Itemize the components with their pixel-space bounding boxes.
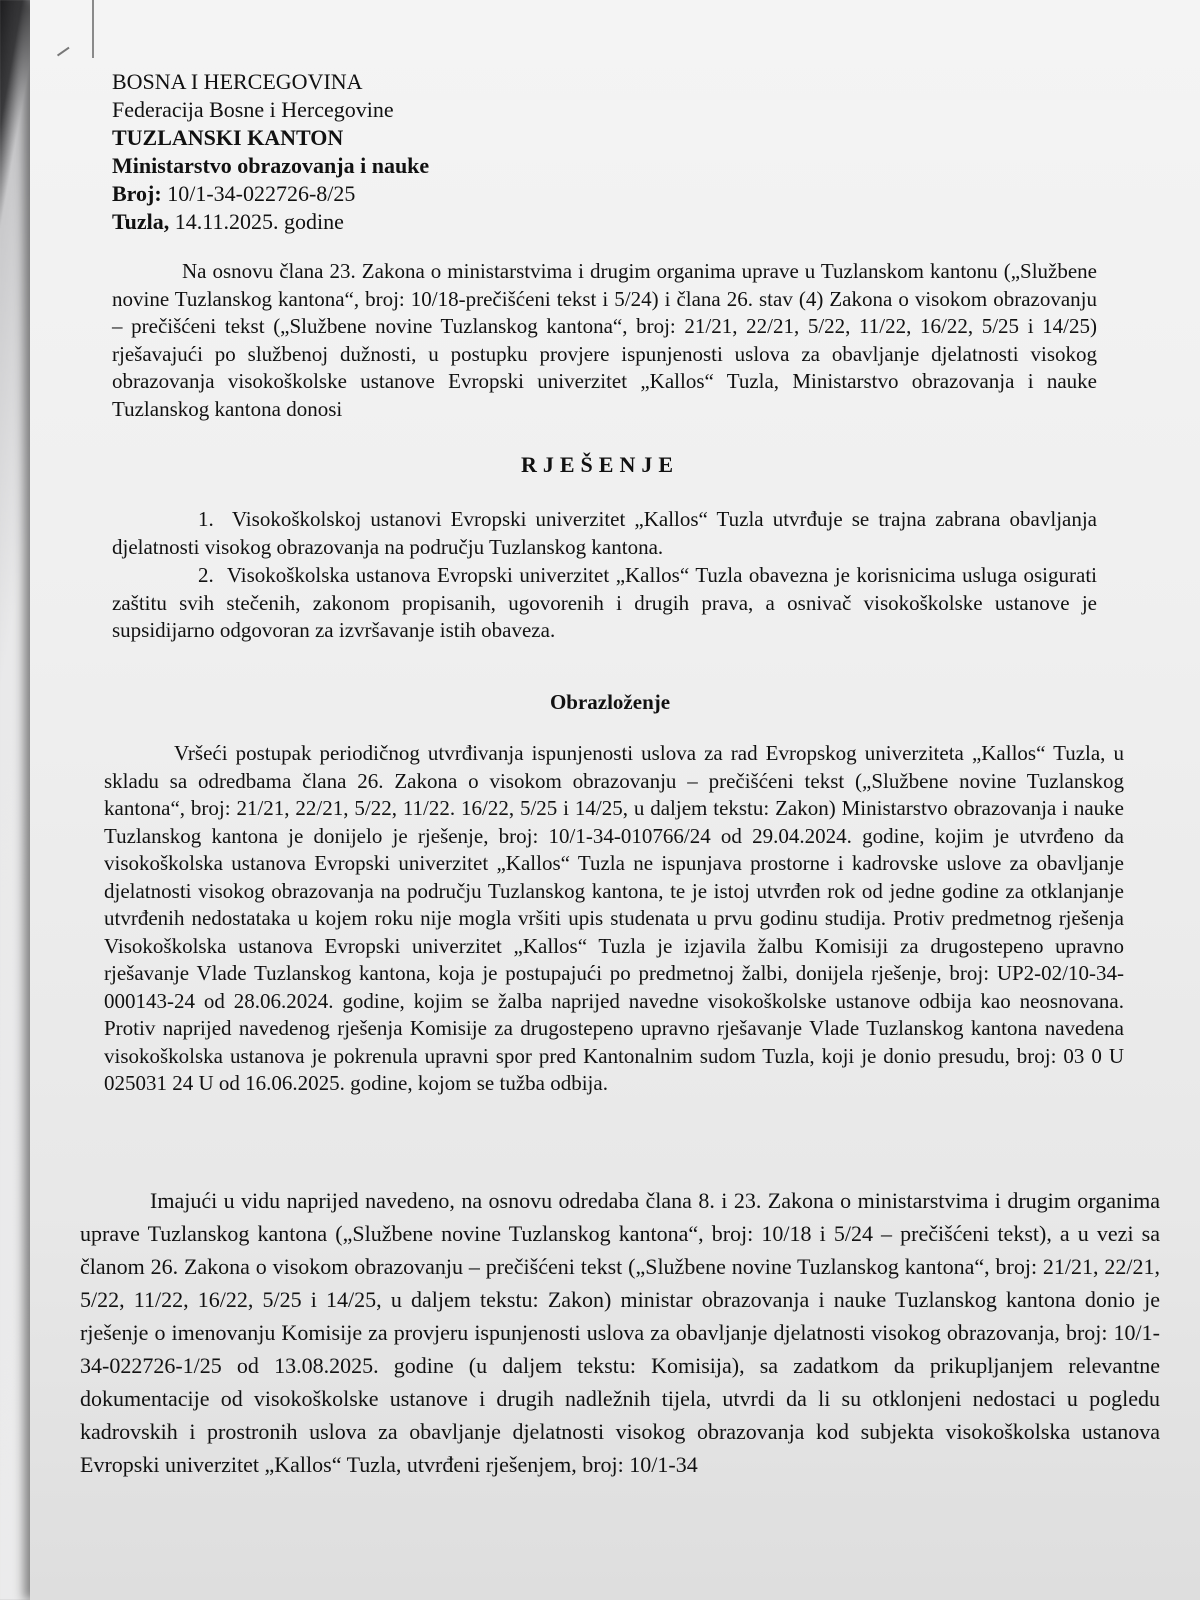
place-label: Tuzla, [112, 209, 170, 234]
reasoning-paragraph-2: Imajući u vidu naprijed navedeno, na osnovu odredaba člana 8. i 23. Zakona o ministarstvima i drugim organima uprave Tuzlanskog kantona („Službene novine Tuzlanskog kantona“, broj: 10/18 i 5/24 – prečišćeni tekst), a u vezi sa članom 26. Zakona o visokom obrazovanju – prečišćeni tekst („Službene novine Tuzlanskog kantona“, broj: 21/21, 22/21, 5/22, 11/22, 16/22, 5/25 i 14/25, u daljem tekstu: Zakon) ministar obrazovanja i nauke Tuzlanskog kantona donio je rješenje o imenovanju Komisije za provjeru ispunjenosti uslova za obavljanje djelatnosti visokog obrazovanja, broj: 10/1-34-022726-1/25 od 13.08.2025. godine (u daljem tekstu: Komisija), sa zadatkom da prikupljanjem relevantne dokumentacije od visokoškolske ustanove i drugih nadležnih tijela, utvrdi da li su otklonjeni nedostaci u pogledu kadrovskih i prostronih uslova za obavljanje djelatnosti visokog obrazovanja kod subjekta visokoškolska ustanova Evropski univerzitet „Kallos“ Tuzla, utvrđeni rješenjem, broj: 10/1-34 [80, 1188, 1160, 1477]
country-line: BOSNA I HERCEGOVINA [112, 69, 363, 94]
decision-item-1 [112, 506, 1097, 561]
decision-item-1-number: 1. [198, 507, 214, 531]
decision-item-2-number: 2. [198, 563, 214, 587]
broj-value: 10/1-34-022726-8/25 [161, 181, 356, 206]
reasoning-title: Obrazloženje [549, 690, 671, 714]
decision-title: RJEŠENJE [520, 452, 680, 477]
place-date [112, 208, 429, 236]
decision-item-2 [112, 562, 1097, 645]
reference-number [112, 180, 429, 208]
canton-line: TUZLANSKI KANTON [112, 125, 344, 150]
date-value: 14.11.2025. godine [169, 209, 344, 234]
federation-line: Federacija Bosne i Hercegovine [112, 97, 394, 122]
decision-item-1-text: Visokoškolskoj ustanovi Evropski univerzitet „Kallos“ Tuzla utvrđuje se trajna zabrana obavljanja djelatnosti visokog obrazovanja na području Tuzlanskog kantona. [112, 507, 1098, 559]
reasoning-paragraph-1: Vršeći postupak periodičnog utvrđivanja ispunjenosti uslova za rad Evropskog univerziteta „Kallos“ Tuzla, u skladu sa odredbama člana 26. Zakona o visokom obrazovanju – prečišćeni tekst („Službene novine Tuzlanskog kantona“, broj: 21/21, 22/21, 5/22, 11/22. 16/22, 5/25 i 14/25, u daljem tekstu: Zakon) Ministarstvo obrazovanja i nauke Tuzlanskog kantona je donijelo je rješenje, broj: 10/1-34-010766/24 od 29.04.2024. godine, kojim je utvrđeno da visokoškolska ustanova Evropski univerzitet „Kallos“ Tuzla ne ispunjava prostorne i kadrovske uslove za obavljanje djelatnosti visokog obrazovanja na području Tuzlanskog kantona, te je istoj utvrđen rok od jedne godine za otklanjanje utvrđenih nedostataka u kojem roku nije mogla vršiti upis studenata u prvu godinu studija. Protiv predmetnog rješenja Visokoškolska ustanova Evropski univerzitet „Kallos“ Tuzla je izjavila žalbu Komisiji za drugostepeno upravno rješavanje Vlade Tuzlanskog kantona, koja je postupajući po predmetnoj žalbi, donijela rješenje, broj: UP2-02/10-34-000143-24 od 28.06.2024. godine, kojim se žalba naprijed navedne visokoškolske ustanove odbija kao neosnovana. Protiv naprijed navedenog rješenja Komisije za drugostepeno upravno rješavanje Vlade Tuzlanskog kantona navedena visokoškolska ustanova je pokrenula upravni spor pred Kantonalnim sudom Tuzla, koji je donio presudu, broj: 03 0 U 025031 24 U od 16.06.2025. godine, kojom se tužba odbija. [104, 741, 1124, 1095]
binder-wire [92, 0, 94, 58]
document-header [112, 68, 429, 236]
preamble-paragraph: Na osnovu člana 23. Zakona o ministarstvima i drugim organima uprave u Tuzlanskom kantonu („Službene novine Tuzlanskog kantona“, broj: 10/18-prečišćeni tekst i 5/24) i člana 26. stav (4) Zakona o visokom obrazovanju – prečišćeni tekst („Službene novine Tuzlanskog kantona“, broj: 21/21, 22/21, 5/22, 11/22, 16/22, 5/25 i 14/25) rješavajući po službenoj dužnosti, u postupku provjere ispunjenosti uslova za obavljanje djelatnosti visokog obrazovanja visokoškolske ustanove Evropski univerzitet „Kallos“ Tuzla, Ministarstvo obrazovanja i nauke Tuzlanskog kantona donosi [112, 259, 1097, 421]
broj-label: Broj: [112, 181, 162, 206]
decision-item-2-text: Visokoškolska ustanova Evropski univerzitet „Kallos“ Tuzla obavezna je korisnicima usluga osigurati zaštitu svih stečenih, zakonom propisanih, ugovorenih i drugih prava, a osnivač visokoškolske ustanove je supsidijarno odgovoran za izvršavanje istih obaveza. [112, 563, 1097, 642]
ministry-line: Ministarstvo obrazovanja i nauke [112, 153, 430, 178]
